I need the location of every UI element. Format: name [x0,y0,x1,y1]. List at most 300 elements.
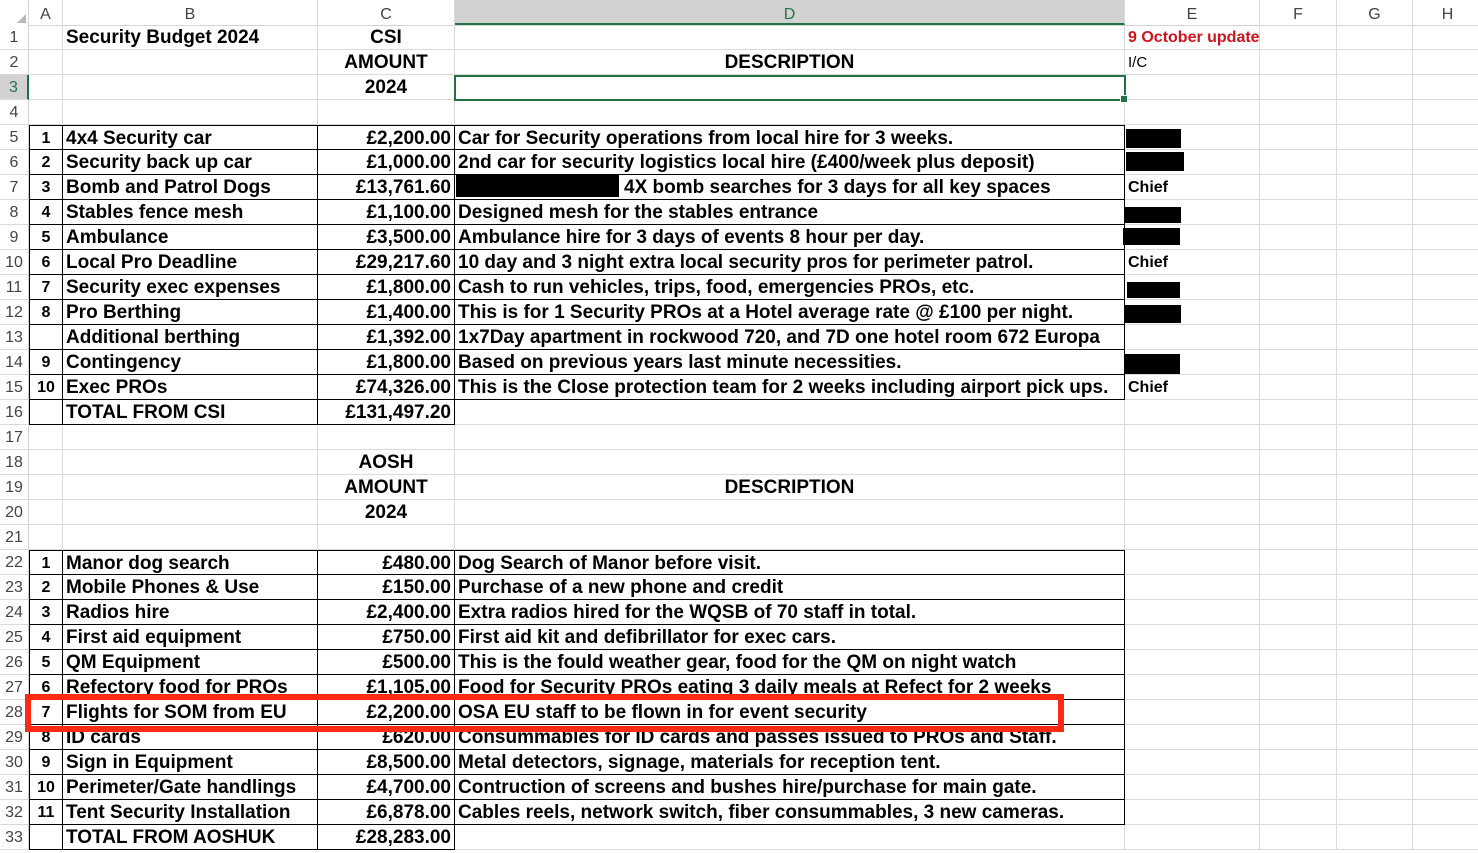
empty-cell[interactable] [455,825,1125,850]
row-header-27[interactable]: 27 [0,675,29,700]
empty-cell[interactable] [1337,425,1413,450]
empty-cell[interactable] [1337,50,1413,75]
budget-description[interactable]: Car for Security operations from local hire for 3 weeks. [455,125,1125,150]
line-number[interactable]: 6 [29,250,63,275]
empty-cell[interactable] [1337,475,1413,500]
empty-cell[interactable] [1413,75,1478,100]
line-number[interactable]: 1 [29,125,63,150]
empty-cell[interactable] [1260,175,1337,200]
aosh-header[interactable]: AOSH [318,450,455,475]
budget-item[interactable]: 4x4 Security car [63,125,318,150]
budget-description[interactable]: This is the Close protection team for 2 weeks including airport pick ups. [455,375,1125,400]
empty-cell[interactable] [1413,275,1478,300]
line-number[interactable]: 2 [29,575,63,600]
aosh-description-header[interactable]: DESCRIPTION [455,475,1125,500]
update-note[interactable]: 9 October update [1125,25,1260,50]
column-header-g[interactable]: G [1337,0,1413,25]
row-header-26[interactable]: 26 [0,650,29,675]
empty-cell[interactable] [1337,150,1413,175]
empty-cell[interactable] [455,425,1125,450]
budget-amount[interactable]: £1,392.00 [318,325,455,350]
csi-header[interactable]: CSI [318,25,455,50]
empty-cell[interactable] [1125,600,1260,625]
empty-cell[interactable] [318,525,455,550]
row-header-16[interactable]: 16 [0,400,29,425]
ic-label[interactable]: I/C [1125,50,1260,75]
budget-amount[interactable]: £4,700.00 [318,775,455,800]
empty-cell[interactable] [29,425,63,450]
sheet-title[interactable]: Security Budget 2024 [63,25,318,50]
empty-cell[interactable] [1413,375,1478,400]
empty-cell[interactable] [455,25,1125,50]
empty-cell[interactable] [1413,250,1478,275]
empty-cell[interactable] [63,50,318,75]
empty-cell[interactable] [1260,650,1337,675]
empty-cell[interactable] [1337,700,1413,725]
row-header-20[interactable]: 20 [0,500,29,525]
empty-cell[interactable] [1125,750,1260,775]
empty-cell[interactable] [1413,25,1478,50]
budget-description[interactable]: Ambulance hire for 3 days of events 8 hour per day. [455,225,1125,250]
empty-cell[interactable] [1260,800,1337,825]
line-number[interactable]: 3 [29,175,63,200]
row-header-18[interactable]: 18 [0,450,29,475]
budget-item[interactable]: Additional berthing [63,325,318,350]
empty-cell[interactable] [1413,100,1478,125]
empty-cell[interactable] [1260,75,1337,100]
budget-amount[interactable]: £1,000.00 [318,150,455,175]
budget-description[interactable]: Based on previous years last minute necessities. [455,350,1125,375]
empty-cell[interactable] [1413,575,1478,600]
line-number[interactable]: 7 [29,275,63,300]
empty-cell[interactable] [63,75,318,100]
row-header-31[interactable]: 31 [0,775,29,800]
budget-amount[interactable]: £1,800.00 [318,275,455,300]
row-header-17[interactable]: 17 [0,425,29,450]
budget-description[interactable]: 2nd car for security logistics local hire (£400/week plus deposit) [455,150,1125,175]
row-header-1[interactable]: 1 [0,25,29,50]
empty-cell[interactable] [1413,675,1478,700]
budget-item[interactable]: Local Pro Deadline [63,250,318,275]
row-header-11[interactable]: 11 [0,275,29,300]
empty-cell[interactable] [1260,250,1337,275]
budget-amount[interactable]: £13,761.60 [318,175,455,200]
empty-cell[interactable] [1413,200,1478,225]
row-header-28[interactable]: 28 [0,700,29,725]
aosh-total-label[interactable]: TOTAL FROM AOSHUK [63,825,318,850]
empty-cell[interactable] [29,450,63,475]
empty-cell[interactable] [1260,125,1337,150]
empty-cell[interactable] [1413,225,1478,250]
empty-cell[interactable] [1337,550,1413,575]
empty-cell[interactable] [1125,725,1260,750]
row-header-33[interactable]: 33 [0,825,29,850]
empty-cell[interactable] [1260,100,1337,125]
empty-cell[interactable] [1260,500,1337,525]
budget-description[interactable]: This is the fould weather gear, food for the QM on night watch [455,650,1125,675]
empty-cell[interactable] [1413,525,1478,550]
budget-amount[interactable]: £2,400.00 [318,600,455,625]
empty-cell[interactable] [63,500,318,525]
row-header-9[interactable]: 9 [0,225,29,250]
empty-cell[interactable] [1125,425,1260,450]
budget-item[interactable]: First aid equipment [63,625,318,650]
budget-item[interactable]: Bomb and Patrol Dogs [63,175,318,200]
empty-cell[interactable] [1125,500,1260,525]
empty-cell[interactable] [1413,175,1478,200]
budget-amount[interactable]: £750.00 [318,625,455,650]
row-header-24[interactable]: 24 [0,600,29,625]
budget-item[interactable]: QM Equipment [63,650,318,675]
row-header-6[interactable]: 6 [0,150,29,175]
empty-cell[interactable] [1260,625,1337,650]
empty-cell[interactable] [1125,75,1260,100]
empty-cell[interactable] [455,525,1125,550]
column-header-c[interactable]: C [318,0,455,25]
empty-cell[interactable] [1125,700,1260,725]
budget-description[interactable]: Consummables for ID cards and passes issued to PROs and Staff. [455,725,1125,750]
empty-cell[interactable] [1260,300,1337,325]
line-number[interactable]: 5 [29,650,63,675]
budget-amount[interactable]: £1,400.00 [318,300,455,325]
column-header-e[interactable]: E [1125,0,1260,25]
row-header-14[interactable]: 14 [0,350,29,375]
empty-cell[interactable] [1413,600,1478,625]
empty-cell[interactable] [1413,550,1478,575]
budget-amount[interactable]: £6,878.00 [318,800,455,825]
empty-cell[interactable] [1125,625,1260,650]
empty-cell[interactable] [1125,100,1260,125]
empty-cell[interactable] [1260,275,1337,300]
line-number[interactable]: 10 [29,775,63,800]
empty-cell[interactable] [1413,425,1478,450]
empty-cell[interactable] [1337,400,1413,425]
row-header-2[interactable]: 2 [0,50,29,75]
empty-cell[interactable] [1337,725,1413,750]
empty-cell[interactable] [455,400,1125,425]
empty-cell[interactable] [1413,400,1478,425]
column-header-a[interactable]: A [29,0,63,25]
row-header-7[interactable]: 7 [0,175,29,200]
empty-cell[interactable] [455,450,1125,475]
row-header-30[interactable]: 30 [0,750,29,775]
empty-cell[interactable] [1413,300,1478,325]
empty-cell[interactable] [1260,200,1337,225]
empty-cell[interactable] [1337,650,1413,675]
line-number[interactable]: 4 [29,200,63,225]
budget-amount[interactable]: £480.00 [318,550,455,575]
empty-cell[interactable] [1413,775,1478,800]
empty-cell[interactable] [318,425,455,450]
empty-cell[interactable] [1260,475,1337,500]
empty-cell[interactable] [1413,725,1478,750]
budget-description[interactable]: Designed mesh for the stables entrance [455,200,1125,225]
empty-cell[interactable] [63,450,318,475]
empty-cell[interactable] [1337,200,1413,225]
empty-cell[interactable] [1337,300,1413,325]
empty-cell[interactable] [1260,25,1337,50]
row-header-32[interactable]: 32 [0,800,29,825]
budget-description[interactable]: OSA EU staff to be flown in for event security [455,700,1125,725]
csi-total-amount[interactable]: £131,497.20 [318,400,455,425]
empty-cell[interactable] [29,100,63,125]
budget-amount[interactable]: £620.00 [318,725,455,750]
empty-cell[interactable] [1125,650,1260,675]
row-header-22[interactable]: 22 [0,550,29,575]
row-header-15[interactable]: 15 [0,375,29,400]
empty-cell[interactable] [1260,525,1337,550]
empty-cell[interactable] [1413,700,1478,725]
budget-item[interactable]: Flights for SOM from EU [63,700,318,725]
empty-cell[interactable] [1337,575,1413,600]
line-number[interactable]: 4 [29,625,63,650]
aosh-year-header[interactable]: 2024 [318,500,455,525]
empty-cell[interactable] [1337,825,1413,850]
empty-cell[interactable] [1260,400,1337,425]
empty-cell[interactable] [1260,450,1337,475]
empty-cell[interactable] [1337,350,1413,375]
empty-cell[interactable] [1337,100,1413,125]
empty-cell[interactable] [63,475,318,500]
empty-cell[interactable] [1337,25,1413,50]
empty-cell[interactable] [1413,450,1478,475]
budget-amount[interactable]: £2,200.00 [318,700,455,725]
budget-description[interactable]: This is for 1 Security PROs at a Hotel average rate @ £100 per night. [455,300,1125,325]
active-cell-d3[interactable] [454,75,1126,101]
select-all-corner[interactable] [0,0,29,25]
empty-cell[interactable] [455,500,1125,525]
empty-cell[interactable] [1125,825,1260,850]
ic-cell[interactable]: Chief [1125,175,1260,200]
budget-item[interactable]: Ambulance [63,225,318,250]
empty-cell[interactable] [63,525,318,550]
empty-cell[interactable] [1337,250,1413,275]
budget-description[interactable]: Food for Security PROs eating 3 daily meals at Refect for 2 weeks [455,675,1125,700]
budget-amount[interactable]: £29,217.60 [318,250,455,275]
budget-amount[interactable]: £1,100.00 [318,200,455,225]
budget-description[interactable]: Metal detectors, signage, materials for reception tent. [455,750,1125,775]
empty-cell[interactable] [1413,825,1478,850]
empty-cell[interactable] [1413,800,1478,825]
budget-description[interactable]: 4X bomb searches for 3 days for all key spaces [455,175,1125,200]
empty-cell[interactable] [1260,825,1337,850]
budget-item[interactable]: Manor dog search [63,550,318,575]
empty-cell[interactable] [1260,425,1337,450]
empty-cell[interactable] [1125,475,1260,500]
budget-amount[interactable]: £8,500.00 [318,750,455,775]
empty-cell[interactable] [1125,675,1260,700]
empty-cell[interactable] [1260,225,1337,250]
empty-cell[interactable] [1337,600,1413,625]
row-header-3[interactable]: 3 [0,75,29,100]
line-number[interactable]: 10 [29,375,63,400]
budget-item[interactable]: ID cards [63,725,318,750]
ic-cell[interactable]: Chief [1125,250,1260,275]
empty-cell[interactable] [1337,450,1413,475]
empty-cell[interactable] [29,825,63,850]
empty-cell[interactable] [1337,750,1413,775]
empty-cell[interactable] [1413,475,1478,500]
empty-cell[interactable] [1260,675,1337,700]
empty-cell[interactable] [1413,750,1478,775]
empty-cell[interactable] [1337,775,1413,800]
empty-cell[interactable] [1337,525,1413,550]
empty-cell[interactable] [1125,800,1260,825]
budget-item[interactable]: Pro Berthing [63,300,318,325]
empty-cell[interactable] [1260,550,1337,575]
empty-cell[interactable] [1260,325,1337,350]
column-header-b[interactable]: B [63,0,318,25]
line-number[interactable] [29,325,63,350]
line-number[interactable]: 1 [29,550,63,575]
empty-cell[interactable] [1337,375,1413,400]
budget-item[interactable]: Tent Security Installation [63,800,318,825]
line-number[interactable]: 2 [29,150,63,175]
empty-cell[interactable] [1125,550,1260,575]
empty-cell[interactable] [1413,625,1478,650]
empty-cell[interactable] [1337,225,1413,250]
column-header-h[interactable]: H [1413,0,1478,25]
ic-cell[interactable]: Chief [1125,375,1260,400]
row-header-12[interactable]: 12 [0,300,29,325]
empty-cell[interactable] [1260,600,1337,625]
row-header-25[interactable]: 25 [0,625,29,650]
budget-description[interactable]: Dog Search of Manor before visit. [455,550,1125,575]
empty-cell[interactable] [63,100,318,125]
line-number[interactable]: 3 [29,600,63,625]
line-number[interactable]: 11 [29,800,63,825]
budget-item[interactable]: Sign in Equipment [63,750,318,775]
budget-description[interactable]: Cash to run vehicles, trips, food, emergencies PROs, etc. [455,275,1125,300]
row-header-19[interactable]: 19 [0,475,29,500]
budget-amount[interactable]: £3,500.00 [318,225,455,250]
empty-cell[interactable] [455,100,1125,125]
budget-item[interactable]: Refectory food for PROs [63,675,318,700]
aosh-total-amount[interactable]: £28,283.00 [318,825,455,850]
row-header-5[interactable]: 5 [0,125,29,150]
budget-description[interactable]: Extra radios hired for the WQSB of 70 staff in total. [455,600,1125,625]
budget-amount[interactable]: £2,200.00 [318,125,455,150]
budget-description[interactable]: First aid kit and defibrillator for exec cars. [455,625,1125,650]
empty-cell[interactable] [1413,50,1478,75]
empty-cell[interactable] [29,525,63,550]
empty-cell[interactable] [1337,75,1413,100]
budget-description[interactable]: 1x7Day apartment in rockwood 720, and 7D one hotel room 672 Europa [455,325,1125,350]
empty-cell[interactable] [1413,325,1478,350]
budget-amount[interactable]: £74,326.00 [318,375,455,400]
empty-cell[interactable] [1260,150,1337,175]
empty-cell[interactable] [1260,575,1337,600]
empty-cell[interactable] [1337,625,1413,650]
empty-cell[interactable] [1337,275,1413,300]
row-header-8[interactable]: 8 [0,200,29,225]
row-header-21[interactable]: 21 [0,525,29,550]
empty-cell[interactable] [1413,500,1478,525]
aosh-amount-header[interactable]: AMOUNT [318,475,455,500]
budget-item[interactable]: Mobile Phones & Use [63,575,318,600]
empty-cell[interactable] [1337,125,1413,150]
empty-cell[interactable] [1337,800,1413,825]
line-number[interactable]: 9 [29,350,63,375]
empty-cell[interactable] [29,500,63,525]
empty-cell[interactable] [29,400,63,425]
column-header-d[interactable]: D [455,0,1125,25]
line-number[interactable]: 7 [29,700,63,725]
empty-cell[interactable] [1260,50,1337,75]
empty-cell[interactable] [1413,150,1478,175]
empty-cell[interactable] [1337,500,1413,525]
budget-item[interactable]: Security back up car [63,150,318,175]
budget-description[interactable]: Purchase of a new phone and credit [455,575,1125,600]
row-header-23[interactable]: 23 [0,575,29,600]
empty-cell[interactable] [1125,400,1260,425]
budget-amount[interactable]: £1,105.00 [318,675,455,700]
empty-cell[interactable] [1413,350,1478,375]
budget-item[interactable]: Radios hire [63,600,318,625]
empty-cell[interactable] [63,425,318,450]
line-number[interactable]: 6 [29,675,63,700]
empty-cell[interactable] [1260,350,1337,375]
empty-cell[interactable] [1125,450,1260,475]
csi-total-label[interactable]: TOTAL FROM CSI [63,400,318,425]
amount-header[interactable]: AMOUNT [318,50,455,75]
budget-amount[interactable]: £1,800.00 [318,350,455,375]
empty-cell[interactable] [1337,325,1413,350]
empty-cell[interactable] [1260,375,1337,400]
empty-cell[interactable] [1260,750,1337,775]
budget-item[interactable]: Perimeter/Gate handlings [63,775,318,800]
empty-cell[interactable] [318,100,455,125]
empty-cell[interactable] [1260,725,1337,750]
row-header-10[interactable]: 10 [0,250,29,275]
budget-description[interactable]: Contruction of screens and bushes hire/purchase for main gate. [455,775,1125,800]
budget-description[interactable]: 10 day and 3 night extra local security pros for perimeter patrol. [455,250,1125,275]
column-header-f[interactable]: F [1260,0,1337,25]
row-header-13[interactable]: 13 [0,325,29,350]
line-number[interactable]: 9 [29,750,63,775]
empty-cell[interactable] [29,50,63,75]
budget-amount[interactable]: £150.00 [318,575,455,600]
empty-cell[interactable] [29,75,63,100]
empty-cell[interactable] [1413,125,1478,150]
ic-cell[interactable] [1125,325,1260,350]
row-12 [0,300,1478,325]
budget-item[interactable]: Contingency [63,350,318,375]
empty-cell[interactable] [29,475,63,500]
empty-cell[interactable] [1125,525,1260,550]
budget-item[interactable]: Stables fence mesh [63,200,318,225]
empty-cell[interactable] [1413,650,1478,675]
row-header-29[interactable]: 29 [0,725,29,750]
empty-cell[interactable] [1260,775,1337,800]
empty-cell[interactable] [1125,775,1260,800]
budget-amount[interactable]: £500.00 [318,650,455,675]
budget-description[interactable]: Cables reels, network switch, fiber consummables, 3 new cameras. [455,800,1125,825]
empty-cell[interactable] [29,25,63,50]
description-header[interactable]: DESCRIPTION [455,50,1125,75]
row-header-4[interactable]: 4 [0,100,29,125]
budget-item[interactable]: Security exec expenses [63,275,318,300]
line-number[interactable]: 8 [29,300,63,325]
line-number[interactable]: 8 [29,725,63,750]
empty-cell[interactable] [1337,175,1413,200]
line-number[interactable]: 5 [29,225,63,250]
empty-cell[interactable] [1260,700,1337,725]
budget-item[interactable]: Exec PROs [63,375,318,400]
year-header[interactable]: 2024 [318,75,455,100]
empty-cell[interactable] [1125,575,1260,600]
empty-cell[interactable] [1337,675,1413,700]
